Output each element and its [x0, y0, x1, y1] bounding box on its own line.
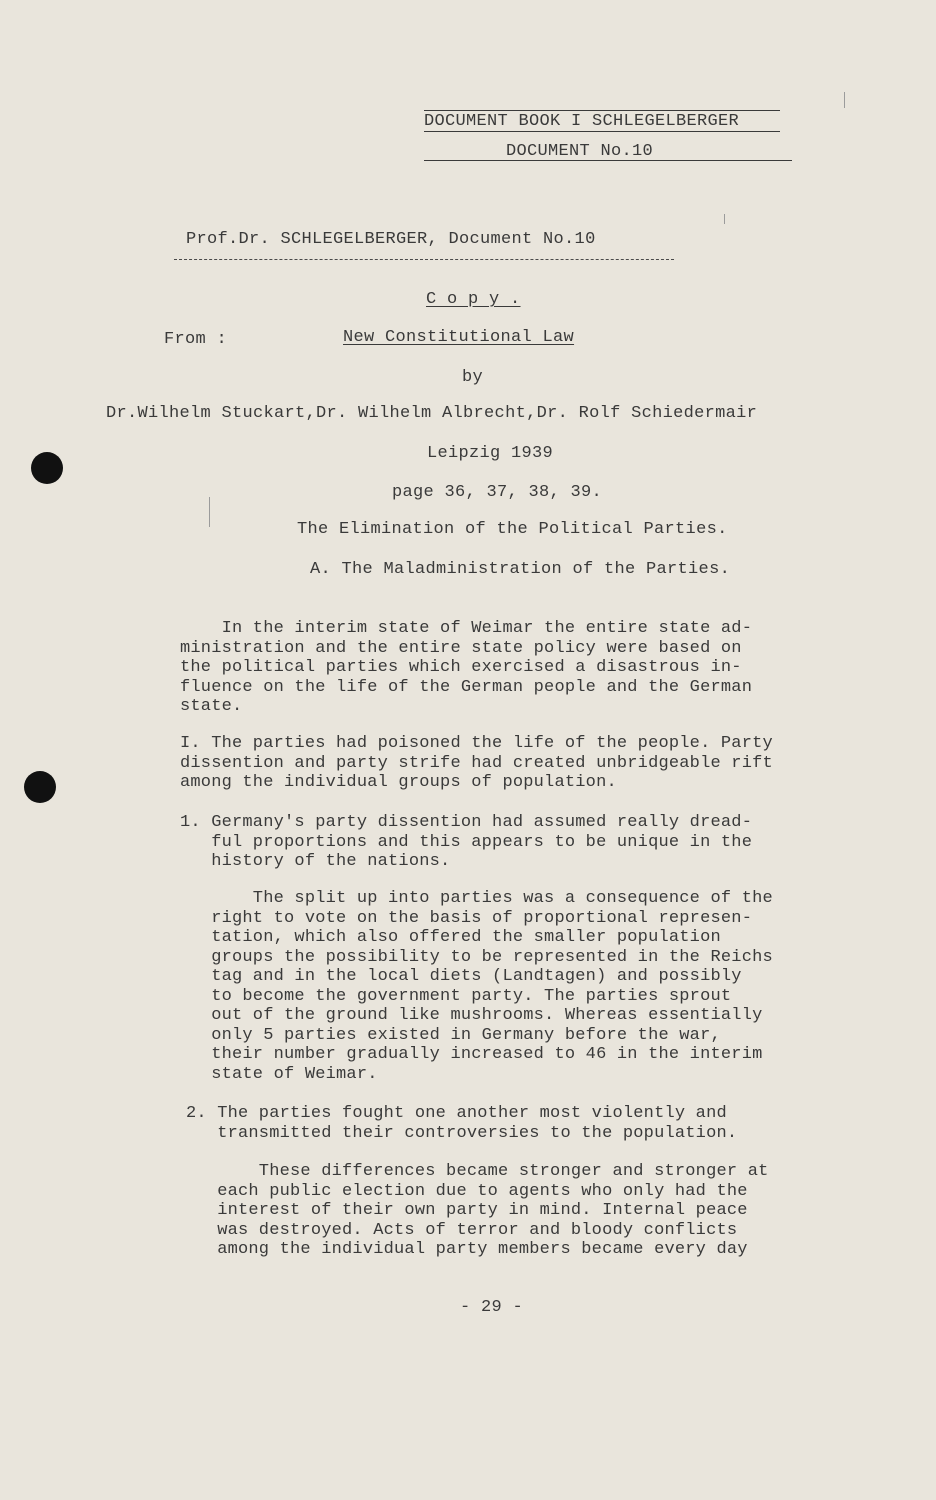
document-number-header: DOCUMENT No.10 — [506, 142, 654, 161]
authors: Dr.Wilhelm Stuckart,Dr. Wilhelm Albrecht,Dr. Rolf Schiedermair — [106, 404, 758, 423]
page-number: - 29 - — [460, 1298, 524, 1317]
punch-hole-top — [31, 452, 63, 484]
paper-mark — [209, 497, 210, 527]
paper-mark — [844, 92, 845, 108]
header-underline-2 — [424, 160, 792, 161]
page-reference: page 36, 37, 38, 39. — [392, 483, 603, 502]
source-title: New Constitutional Law — [343, 328, 575, 347]
document-title: Prof.Dr. SCHLEGELBERGER, Document No.10 — [186, 230, 596, 249]
paragraph-point-1: 1. Germany's party dissention had assumed really dread- ful proportions and this appears to be unique in the history of the nations. — [180, 813, 753, 871]
from-label: From : — [164, 330, 228, 349]
paragraph-differences: These differences became stronger and stronger at each public election due to agents who only had the interest of their own party in mind. Internal peace was destroyed. Acts of terror and bloody conflicts among the individual party members became every day — [217, 1162, 769, 1259]
document-book-header: DOCUMENT BOOK I SCHLEGELBERGER — [424, 112, 740, 131]
punch-hole-bottom — [24, 771, 56, 803]
paragraph-point-I: I. The parties had poisoned the life of the people. Party dissention and party strife had created unbridgeable rift among the individual groups of population. — [180, 734, 773, 792]
paragraph-point-2: 2. The parties fought one another most violently and transmitted their controversies to the population. — [186, 1104, 738, 1143]
paragraph-intro: In the interim state of Weimar the entire state ad- ministration and the entire state policy were based on the political parties which exercised a disastrous in- fluence on the life of the German people and the German state. — [180, 619, 753, 716]
subsection-heading: A. The Maladministration of the Parties. — [310, 560, 731, 579]
place-year: Leipzig 1939 — [427, 444, 554, 463]
header-underline-1 — [424, 131, 780, 132]
by-label: by — [462, 368, 484, 387]
header-overline — [424, 110, 780, 111]
copy-label: C o p y . — [426, 290, 521, 309]
paper-mark — [724, 214, 725, 224]
paragraph-split-parties: The split up into parties was a consequence of the right to vote on the basis of proportional represen- tation, which also offered the smaller population groups the possibility to be represented in the Reichs tag and in the local diets (Landtagen) and possibly to become the government party. The parties sprout out of the ground like mushrooms. Whereas essentially only 5 parties existed in Germany before the war, their number gradually increased to 46 in the interim state of Weimar. — [211, 889, 773, 1084]
section-heading: The Elimination of the Political Parties. — [297, 520, 728, 539]
title-dashed-rule — [174, 259, 674, 260]
